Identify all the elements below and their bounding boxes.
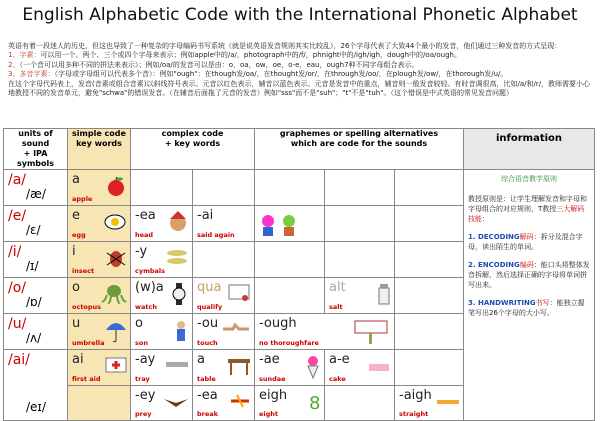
touch-icon [221, 319, 251, 341]
header-row [4, 129, 595, 170]
grapheme-cell: -y cymbals [131, 242, 193, 278]
talking-people-icon [259, 211, 299, 241]
grapheme-cell: -ough no thoroughfare [255, 314, 395, 350]
info-panel [464, 170, 595, 421]
grapheme-cell: o son [131, 314, 193, 350]
grapheme-cell [255, 206, 325, 242]
certificate-icon [227, 283, 251, 307]
grapheme-cell: -ey prey [131, 385, 193, 421]
first-aid-icon [105, 355, 127, 377]
grapheme-cell: -ea head [131, 206, 193, 242]
simple-code-cell: i insect [68, 242, 131, 278]
insect-icon [105, 247, 127, 273]
grapheme-cell: -ai said again [193, 206, 255, 242]
info-decoding: 1. DECODING解码：拆分及混合字母，读出陌生的单词。 [468, 233, 583, 251]
alphabetic-code-table [3, 128, 595, 421]
grapheme-cell: -ou touch [193, 314, 255, 350]
grapheme-cell: a table [193, 350, 255, 386]
apple-icon [105, 175, 127, 201]
grapheme-cell: qua qualify [193, 278, 255, 314]
intro-item1: 1、字素：可以用一个、两个、三个或四个字母来表示；例如apple中的/a/，photograph中的/f/，phnight中的/igh/igh，dough中的/oa/ough。 [8, 51, 461, 60]
umbrella-icon [105, 319, 127, 347]
info-handwriting: 3. HANDWRITING书写：能独立握笔写出26个字母的大小写。 [468, 299, 585, 317]
grapheme-cell: a-e cake [325, 350, 395, 386]
grapheme-cell: -ay tray [131, 350, 193, 386]
phoneme-cell: /e/ /ɛ/ [4, 206, 68, 242]
head-icon [167, 211, 189, 239]
tray-icon [165, 355, 189, 374]
intro-para2: 在这个字母代码表上，发音(音素或组合音素)以斜线符号表示。元音以红色表示，辅音以蓝色表示。元音是发音中的重点，辅音则一般发音较轻。有时音调很高，比如/a/和/r/，教师需要小心地教授不同的发音单元，避免"schwa"的错误发音。（在辅音后面拖了元音的发音）例如"sss"而不是"suh"；"t"不是"tuh"。（这个错误是中式英语的常见发音问题） [8, 79, 591, 98]
phoneme-cell: /o/ /ɒ/ [4, 278, 68, 314]
intro-item3: 3、多音字素：（字母或字母组可以代表多个音）：例如"ough"：在though发/oa/，在thought发/or/，在through发/oo/，在plough发/ow/，在thorough发/u/。 [8, 70, 508, 79]
phoneme-cell: /a/ /æ/ [4, 170, 68, 206]
simple-code-cell: a apple [68, 170, 131, 206]
simple-code-cell: e egg [68, 206, 131, 242]
svg-text:8: 8 [309, 392, 321, 413]
no-thoroughfare-sign-icon [351, 319, 391, 349]
header-simple: simple code key words [68, 129, 131, 170]
table-row [4, 170, 595, 206]
header-units: units of sound + IPA symbols [4, 129, 68, 170]
header-graphemes: graphemes or spelling alternatives which are code for the sounds [255, 129, 464, 170]
phoneme-cell: /ai/ /eɪ/ [4, 350, 68, 421]
bird-prey-icon [163, 391, 189, 415]
phoneme-cell: /i/ /ɪ/ [4, 242, 68, 278]
grapheme-cell: -ae sundae [255, 350, 325, 386]
info-principle: 教授原则是：让学生理解发音和字母和字母组合的对应规则，T教授三大解码技能： [468, 195, 587, 223]
grapheme-cell: -aigh straight [395, 385, 464, 421]
info-encoding: 2. ENCODING编码：能口头将整体发音拆解，然后选择正确的字母将单词拼写出来。 [468, 261, 590, 289]
simple-code-cell: u umbrella [68, 314, 131, 350]
grapheme-cell: eigh 8 eight [255, 385, 325, 421]
cake-icon [367, 355, 391, 377]
octopus-icon [101, 283, 127, 309]
table-icon [227, 355, 251, 379]
son-icon [173, 319, 189, 347]
break-icon [229, 391, 251, 417]
sundae-icon [305, 355, 321, 383]
cymbals-icon [165, 247, 189, 271]
watch-icon [169, 283, 189, 309]
page-title: English Alphabetic Code with the International Phonetic Alphabet [22, 5, 578, 25]
intro-line1: 英语有着一段迷人的历史，但这也导致了一种复杂的字母编码书写系统（就是说英语发音规则其实比较乱），26个字母代表了大致44个最小的发音，他们通过三种发音的方式呈现： [8, 42, 562, 50]
grapheme-cell: -ea break [193, 385, 255, 421]
header-complex: complex code + key words [131, 129, 255, 170]
intro-text [8, 42, 596, 98]
grapheme-cell: (w)a watch [131, 278, 193, 314]
eight-icon [307, 391, 321, 417]
grapheme-cell: alt salt [325, 278, 395, 314]
phoneme-cell: /u/ /ʌ/ [4, 314, 68, 350]
straight-ruler-icon [436, 391, 460, 410]
header-info: information [464, 129, 595, 170]
intro-item2: 2、（一个音可以用多种不同的拼法来表示）；例如/oa/的发音可以是由：o，oa，ow，oe，o-e，eau，ough7种不同字母组合表示。 [8, 60, 419, 69]
info-heading: 综合语音教学原则 [501, 175, 557, 183]
salt-icon [377, 283, 391, 309]
simple-code-cell: ai first aid [68, 350, 131, 386]
egg-icon [103, 211, 127, 235]
simple-code-cell: o octopus [68, 278, 131, 314]
